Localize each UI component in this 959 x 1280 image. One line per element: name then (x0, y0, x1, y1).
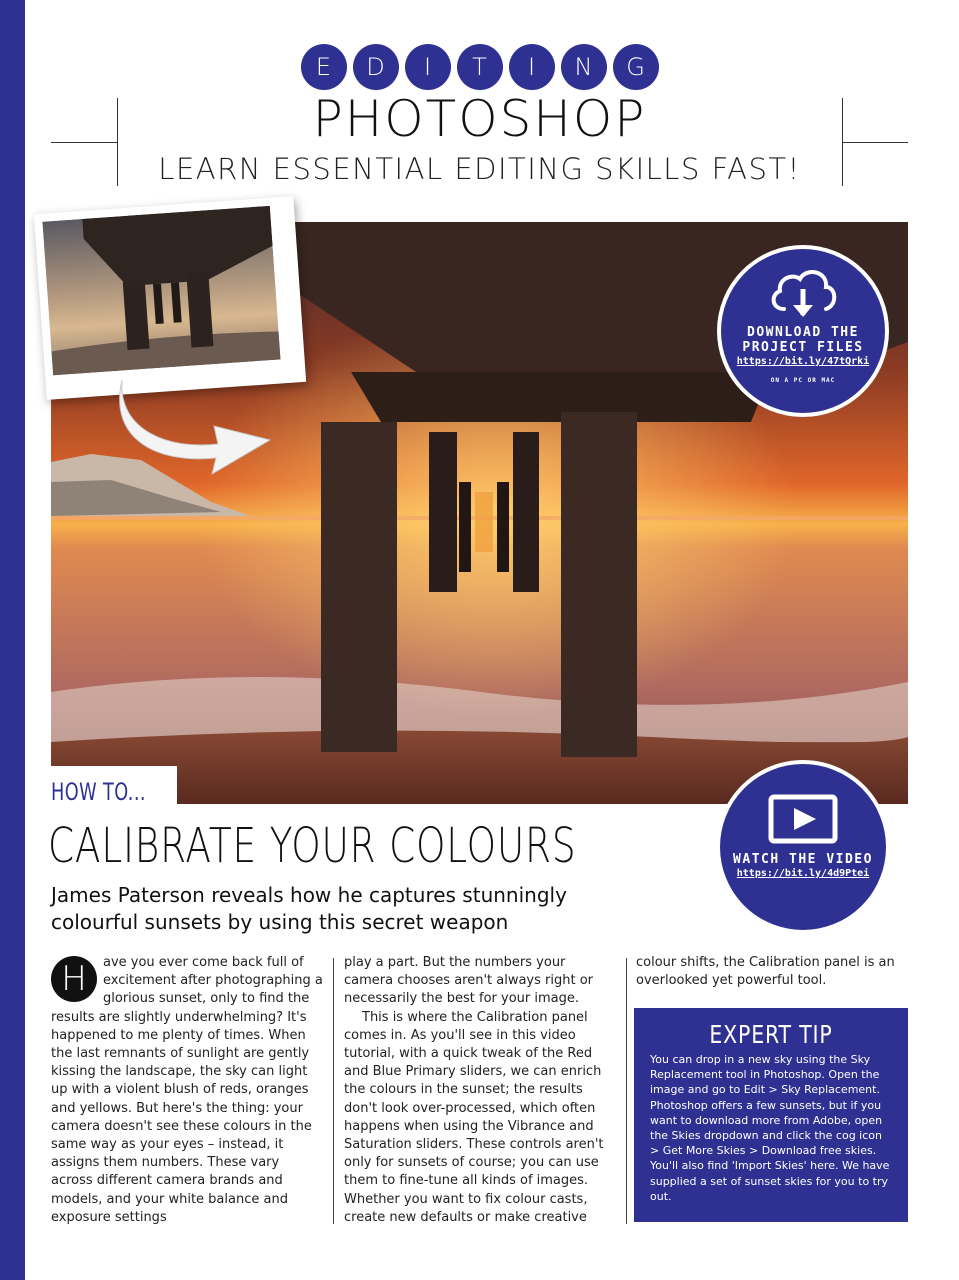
series-letter: N (561, 44, 607, 90)
article-headline: CALIBRATE YOUR COLOURS (48, 818, 577, 874)
drop-cap: H (51, 956, 97, 1002)
video-heading: WATCH THE VIDEO (733, 852, 873, 867)
column-rule (333, 958, 334, 1224)
download-project-files-badge[interactable] (717, 245, 889, 417)
series-letter: E (301, 44, 347, 90)
video-link[interactable]: https://bit.ly/4d9Ptei (736, 868, 870, 879)
body-column-3 (636, 954, 908, 990)
before-photo (42, 206, 280, 376)
series-letter: G (613, 44, 659, 90)
expert-tip-body: You can drop in a new sky using the Sky Replacement tool in Photoshop. Open the image and go to Edit > Sky Replacement. Photoshop offers a few sunsets, but if you want to download more from Adobe, open the Skies dropdown and click the cog icon > Get More Skies > Download free skies. You'll also find 'Import Skies' here. We have supplied a set of sunset skies for you to try out. (650, 1053, 890, 1203)
body-column-2 (344, 954, 617, 1227)
series-letter: I (405, 44, 451, 90)
section-title: PHOTOSHOP (312, 90, 647, 148)
body-paragraph: ave you ever come back full of excitement after photographing a glorious sunset, only to find the results are slightly underwhelming? It's happened to me plenty of times. When the last remnants of sunlight are gently kissing the landscape, the sky can light up with a violent blush of reds, oranges and yellows. But here's the thing: your camera doesn't see these colours in the same way as your eyes – instead, it assigns them numbers. These vary across different camera brands and models, and your white balance and exposure settings (51, 955, 323, 1225)
download-heading-1: DOWNLOAD THE (747, 325, 859, 340)
download-heading-2: PROJECT FILES (742, 340, 864, 355)
play-video-icon (720, 794, 886, 848)
body-paragraph: colour shifts, the Calibration panel is an overlooked yet powerful tool. (636, 955, 895, 989)
section-subtitle: LEARN ESSENTIAL EDITING SKILLS FAST! (158, 152, 801, 186)
series-letter: T (457, 44, 503, 90)
article-standfirst: James Paterson reveals how he captures stunningly colourful sunsets by using this secret weapon (51, 883, 567, 934)
series-badge (0, 44, 959, 90)
left-accent-bar (0, 0, 25, 1280)
body-column-1 (51, 954, 324, 1227)
series-letter: I (509, 44, 555, 90)
body-paragraph: This is where the Calibration panel comes in. As you'll see in this video tutorial, with a quick tweak of the Red and Blue Primary sliders, we can enrich the colours in the sunset; the results don't look over-processed, which often happens when using the Vibrance and Saturation sliders. These controls aren't only for sunsets of course; you can use them to fine-tune all kinds of images. Whether you want to fix colour casts, create new defaults or make creative (344, 1009, 604, 1225)
expert-tip-title: EXPERT TIP (709, 1020, 833, 1049)
download-platform-note: ON A PC OR MAC (770, 377, 836, 384)
cloud-download-icon (721, 265, 885, 325)
article-kicker: HOW TO... (51, 778, 146, 806)
watch-video-badge[interactable] (716, 760, 890, 934)
download-link[interactable]: https://bit.ly/47tQrki (736, 356, 870, 367)
series-letter: D (353, 44, 399, 90)
column-rule (626, 958, 627, 1224)
expert-tip-box (634, 1008, 908, 1222)
body-paragraph: play a part. But the numbers your camera chooses aren't always right or necessarily the best for your image. (344, 955, 594, 1007)
before-after-arrow-icon (108, 370, 278, 485)
